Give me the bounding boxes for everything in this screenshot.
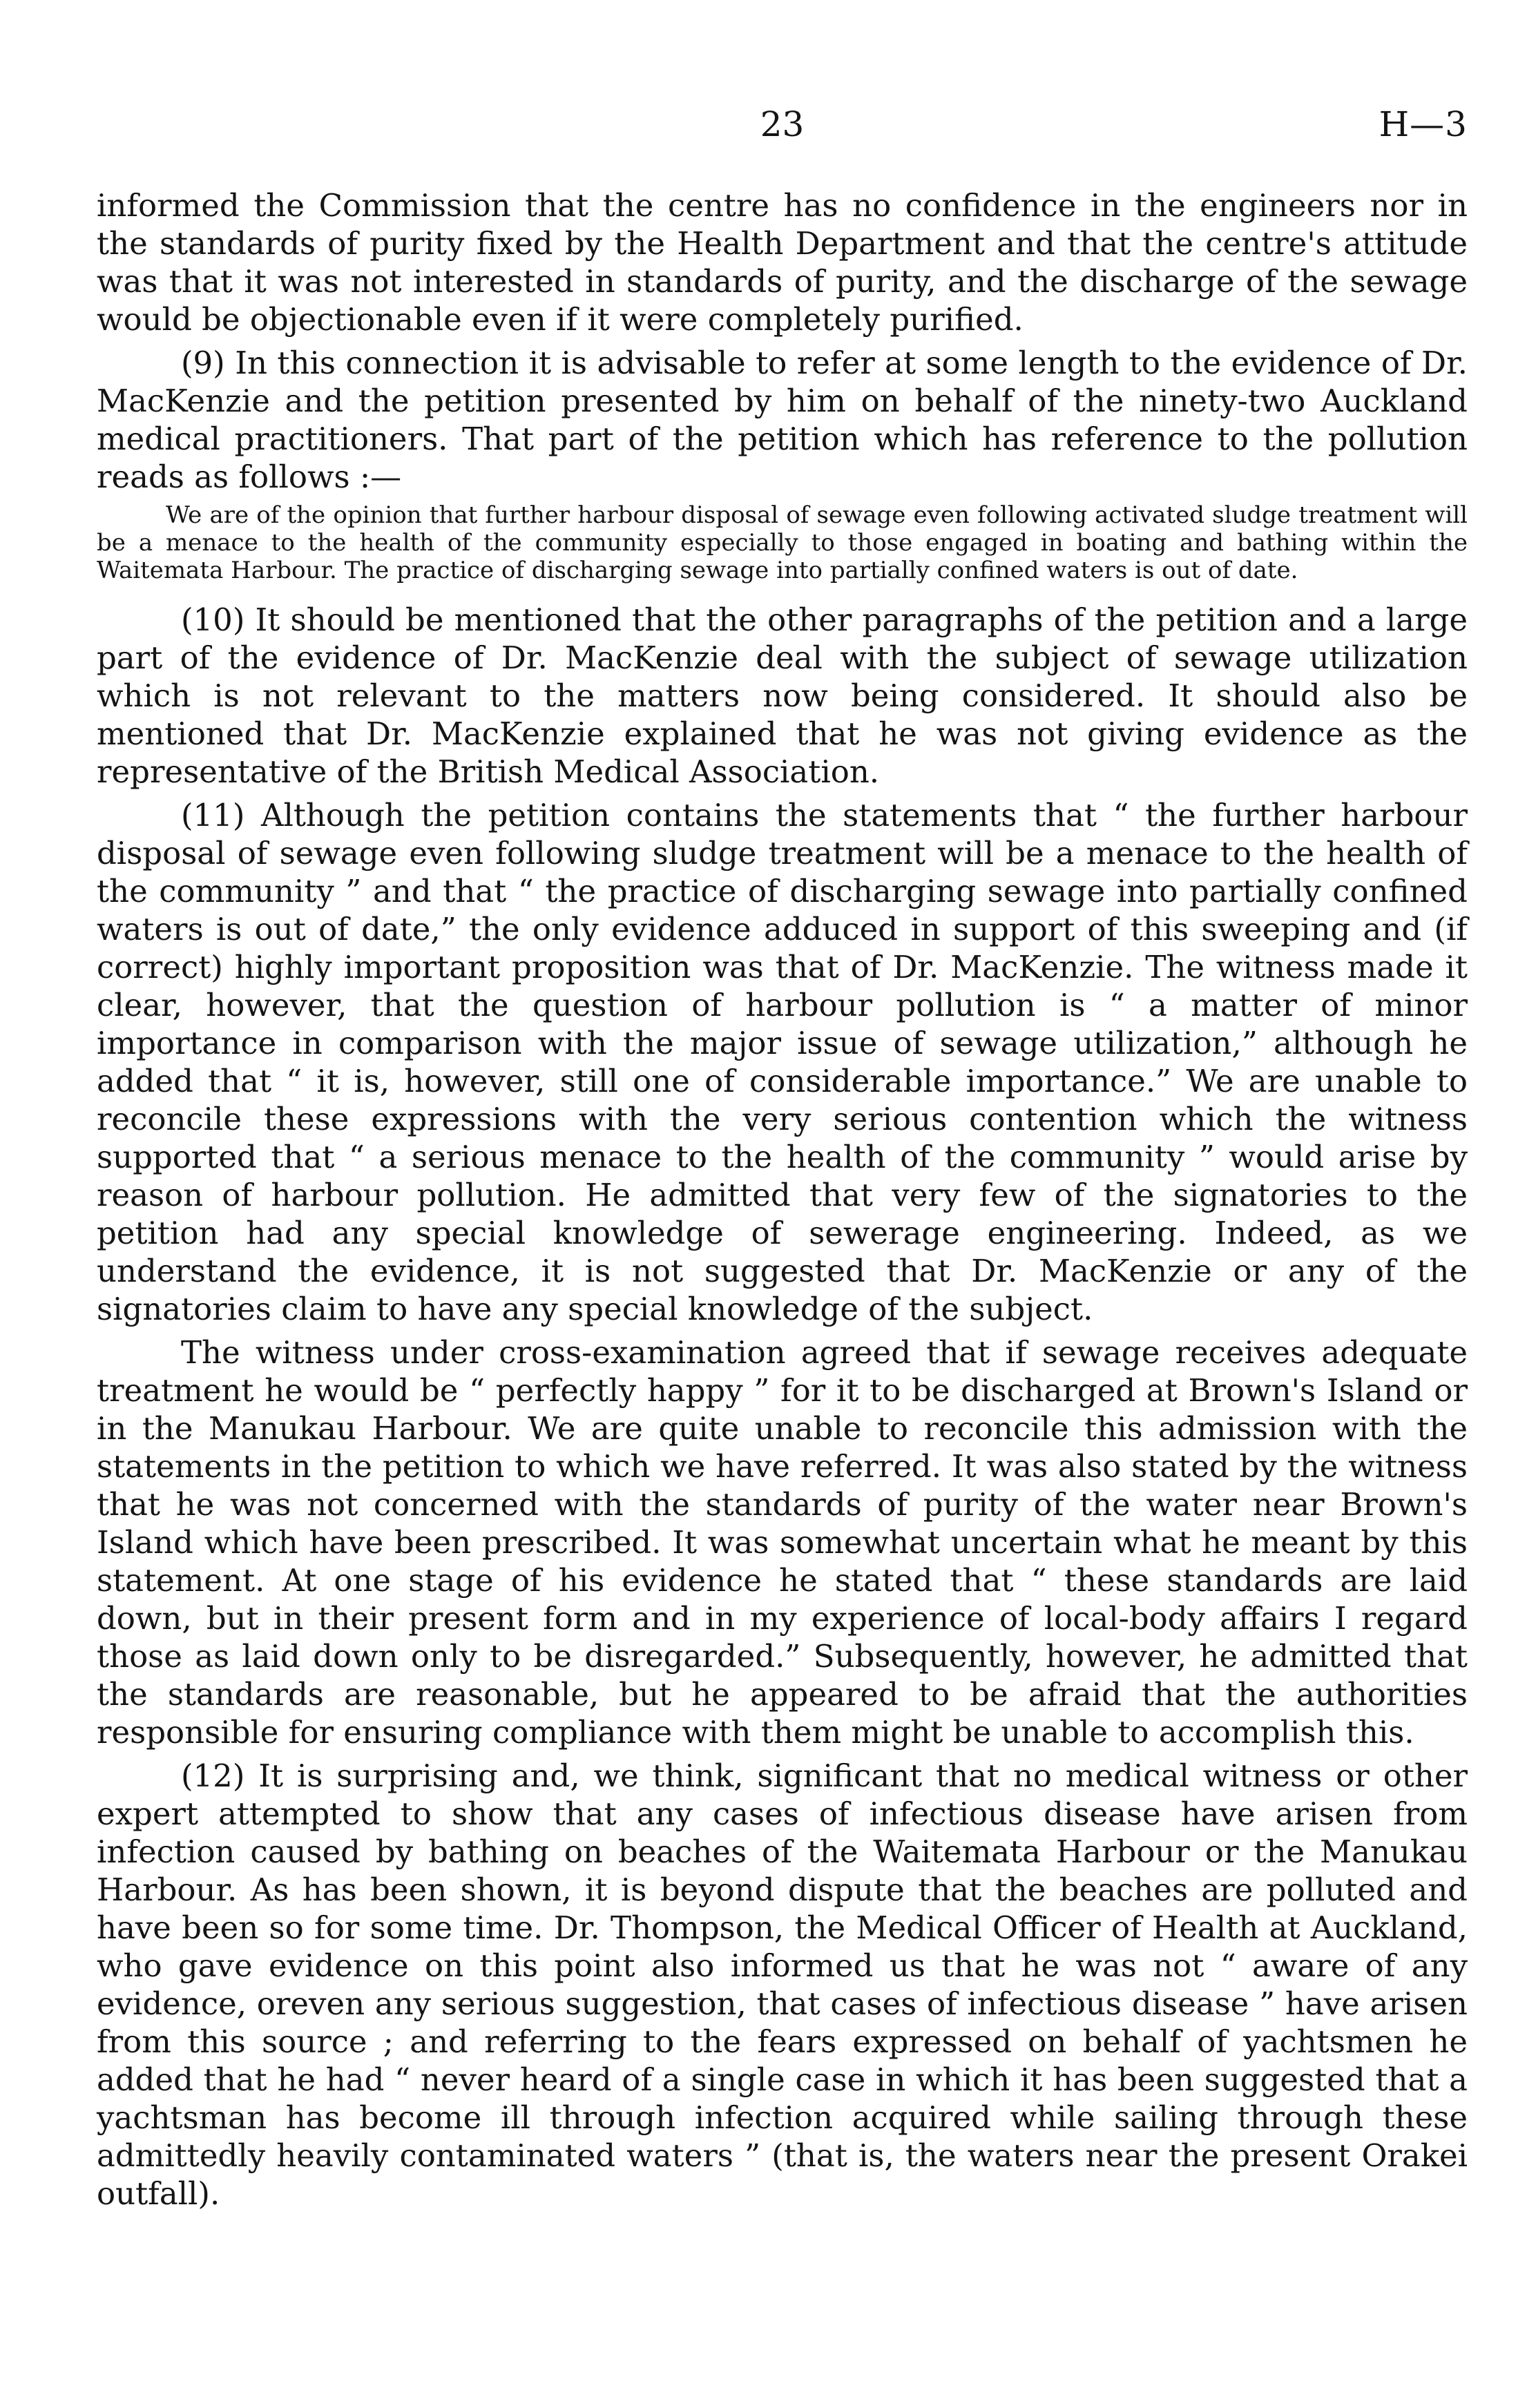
paragraph-10: (10) It should be mentioned that the other paragraphs of the petition and a large part of the evidence of Dr. MacKenzie deal with the subject of sewage utilization which is not relevant to the matters now being considered. It should also be mentioned that Dr. MacKenzie explained that he was not giving evidence as the representative of the British Medical Association. — [97, 601, 1468, 790]
document-body — [97, 186, 1468, 2218]
page-header — [97, 104, 1468, 152]
paragraph-12: (12) It is surprising and, we think, significant that no medical witness or other expert attempted to show that any cases of infectious disease have arisen from infection caused by bathing on beaches of the Waitemata Harbour or the Manukau Harbour. As has been shown, it is beyond dispute that the beaches are polluted and have been so for some time. Dr. Thompson, the Medical Officer of Health at Auckland, who gave evidence on this point also informed us that he was not “ aware of any evidence, oreven any serious suggestion, that cases of infectious disease ” have arisen from this source ; and referring to the fears expressed on behalf of yachtsmen he added that he had “ never heard of a single case in which it has been suggested that a yachtsman has become ill through infection acquired while sailing through these admittedly heavily contaminated waters ” (that is, the waters near the present Orakei outfall). — [97, 1757, 1468, 2212]
paragraph-11: (11) Although the petition contains the statements that “ the further harbour disposal of sewage even following sludge treatment will be a menace to the health of the community ” and that “ the practice of discharging sewage into partially confined waters is out of date,” the only evidence adduced in support of this sweeping and (if correct) highly important proposition was that of Dr. MacKenzie. The witness made it clear, however, that the question of harbour pollution is “ a matter of minor importance in comparison with the major issue of sewage utilization,” although he added that “ it is, however, still one of considerable importance.” We are unable to reconcile these expressions with the very serious contention which the witness supported that “ a serious menace to the health of the community ” would arise by reason of harbour pollution. He admitted that very few of the signatories to the petition had any special knowledge of sewerage engineering. Indeed, as we understand the evidence, it is not suggested that Dr. MacKenzie or any of the signatories claim to have any special knowledge of the subject. — [97, 797, 1468, 1327]
page-number: 23 — [760, 104, 805, 144]
paragraph-cross-examination: The witness under cross-examination agreed that if sewage receives adequate treatment he would be “ perfectly happy ” for it to be discharged at Brown's Island or in the Manukau Harbour. We are quite unable to reconcile this admission with the statements in the petition to which we have referred. It was also stated by the witness that he was not concerned with the standards of purity of the water near Brown's Island which have been prescribed. It was somewhat uncertain what he meant by this statement. At one stage of his evidence he stated that “ these standards are laid down, but in their present form and in my experience of local-body affairs I regard those as laid down only to be disregarded.” Subsequently, however, he admitted that the standards are reasonable, but he appeared to be afraid that the authorities responsible for ensuring compliance with them might be unable to accomplish this. — [97, 1334, 1468, 1751]
paragraph-continuation: informed the Commission that the centre has no confidence in the engineers nor in the standards of purity fixed by the Health Department and that the centre's attitude was that it was not interested in standards of purity, and the discharge of the sewage would be objectionable even if it were completely purified. — [97, 187, 1468, 338]
paragraph-9: (9) In this connection it is advisable to refer at some length to the evidence of Dr. MacKenzie and the petition presented by him on behalf of the ninety-two Auckland medical practitioners. That part of the petition which has reference to the pollution reads as follows :— — [97, 345, 1468, 495]
document-code: H—3 — [1379, 104, 1468, 144]
petition-quote: We are of the opinion that further harbour disposal of sewage even following activated sludge treatment will be a menace to the health of the community especially to those engaged in boating and bathing within the Waitemata Harbour. The practice of discharging sewage into partially confined waters is out of date. — [97, 501, 1468, 584]
